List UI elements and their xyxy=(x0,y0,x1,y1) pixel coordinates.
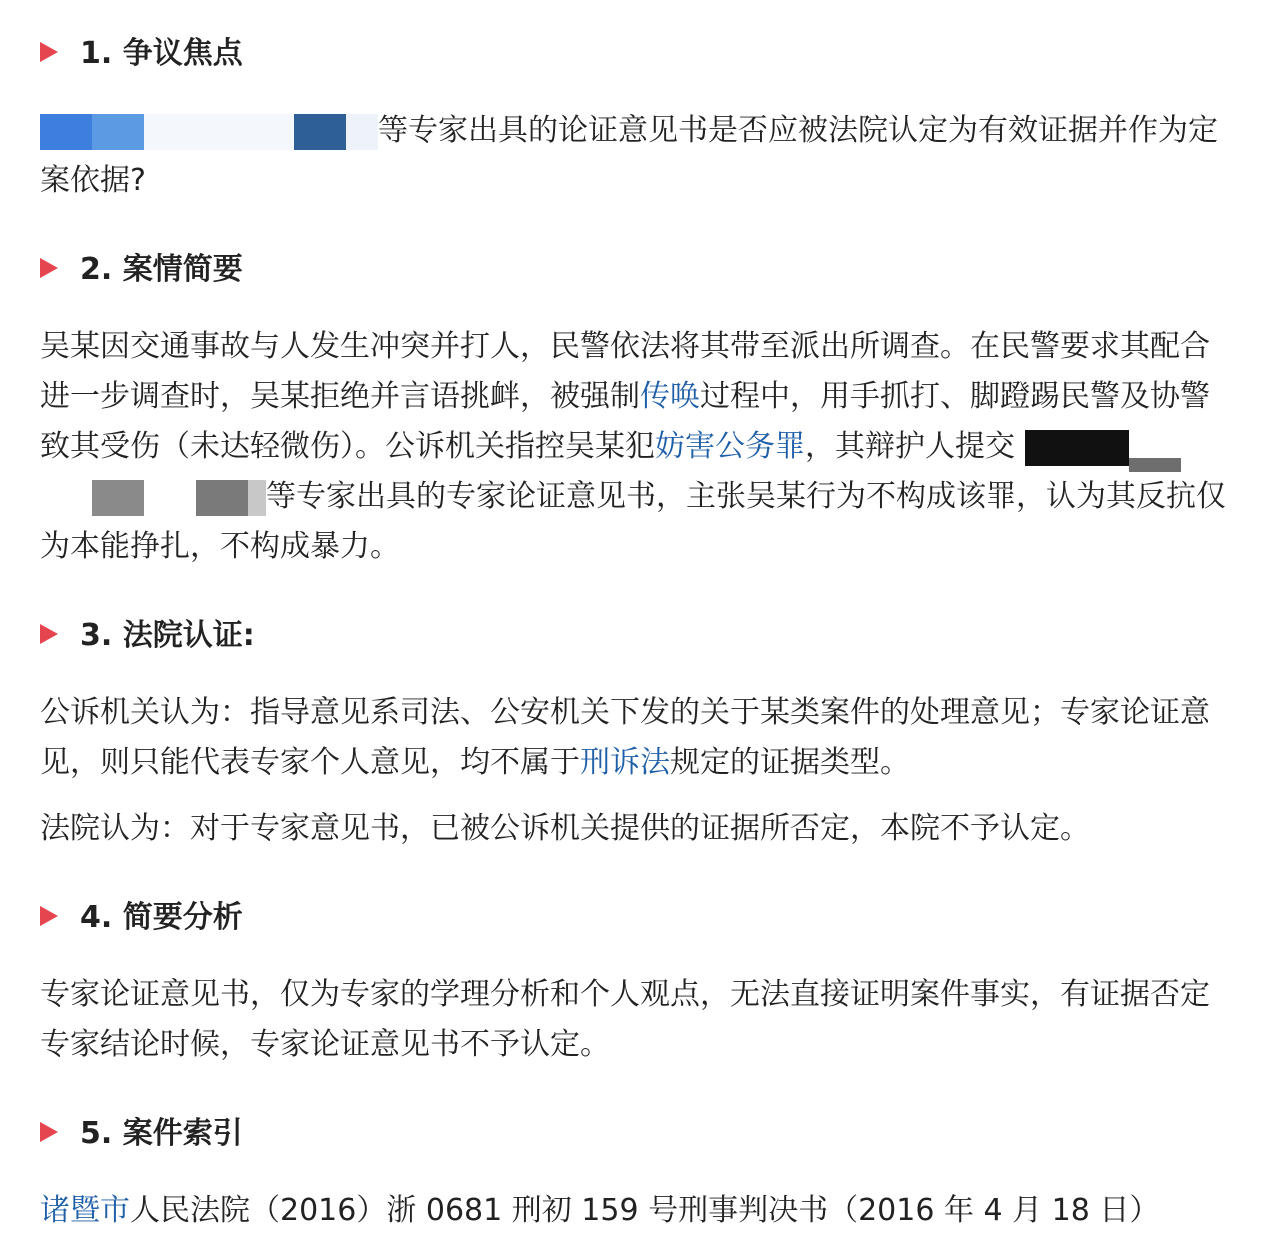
triangle-bullet-icon xyxy=(40,624,58,644)
section-heading-text: 3. 法院认证: xyxy=(80,618,255,653)
case-index-paragraph xyxy=(40,1186,1230,1236)
link-zhuji-city[interactable]: 诸暨市 xyxy=(40,1193,130,1228)
redacted-block xyxy=(1025,430,1129,466)
court-opinion-paragraph xyxy=(40,804,1230,854)
analysis-paragraph xyxy=(40,970,1230,1070)
section-heading-text: 2. 案情简要 xyxy=(80,252,243,287)
prosecution-text-b: 规定的证据类型。 xyxy=(670,745,910,780)
redacted-block xyxy=(92,114,144,150)
section-heading-1 xyxy=(40,30,243,70)
case-text-4: 等专家出具的专家论证意见书，主张吴某行为不构成该罪，认为其反抗仅为本能挣扎，不构成暴力。 xyxy=(40,479,1226,564)
link-fanghai-gongwu-zui[interactable]: 妨害公务罪 xyxy=(655,429,805,464)
focus-text: 等专家出具的论证意见书是否应被法院认定为有效证据并作为定案依据? xyxy=(40,113,1218,198)
redacted-block xyxy=(40,114,92,150)
case-summary-paragraph xyxy=(40,322,1230,572)
redacted-block xyxy=(92,480,144,516)
redacted-block xyxy=(346,114,378,150)
redacted-block xyxy=(294,114,346,150)
triangle-bullet-icon xyxy=(40,906,58,926)
case-text-3: ，其辩护人提交 xyxy=(805,429,1015,464)
section-heading-text: 1. 争议焦点 xyxy=(80,36,243,71)
triangle-bullet-icon xyxy=(40,258,58,278)
redacted-block xyxy=(144,114,294,150)
prosecution-text-a: 公诉机关认为：指导意见系司法、公安机关下发的关于某类案件的处理意见；专家论证意见，则只能代表专家个人意见，均不属于 xyxy=(40,695,1210,780)
section-heading-2 xyxy=(40,246,243,286)
redacted-block xyxy=(40,480,92,516)
link-xingsufa[interactable]: 刑诉法 xyxy=(580,745,670,780)
section-heading-5 xyxy=(40,1110,243,1150)
section-heading-3 xyxy=(40,612,255,652)
triangle-bullet-icon xyxy=(40,42,58,62)
redacted-block xyxy=(1129,458,1181,472)
case-index-text: 人民法院（2016）浙 0681 刑初 159 号刑事判决书（2016 年 4 月 18 日） xyxy=(130,1193,1160,1228)
focus-paragraph xyxy=(40,106,1230,206)
link-chuanhuan[interactable]: 传唤 xyxy=(640,379,700,414)
section-heading-text: 5. 案件索引 xyxy=(80,1116,243,1151)
case-text-1: 吴某因交通事故与人发生冲突并打人，民警依法将其带至派出所调查。在民警要求其配合进一步调查时，吴某拒绝并言语挑衅，被强制 xyxy=(40,329,1210,414)
prosecution-opinion-paragraph xyxy=(40,688,1230,788)
section-heading-4 xyxy=(40,894,243,934)
section-heading-text: 4. 简要分析 xyxy=(80,900,243,935)
court-opinion-text: 法院认为：对于专家意见书，已被公诉机关提供的证据所否定，本院不予认定。 xyxy=(40,811,1090,846)
triangle-bullet-icon xyxy=(40,1122,58,1142)
redacted-block xyxy=(144,480,196,516)
case-text-2: 过程中，用手抓打、脚蹬踢民警及协警致其受伤（未达轻微伤）。公诉机关指控吴某犯 xyxy=(40,379,1210,464)
redacted-block xyxy=(196,480,248,516)
analysis-text: 专家论证意见书，仅为专家的学理分析和个人观点，无法直接证明案件事实，有证据否定专家结论时候，专家论证意见书不予认定。 xyxy=(40,977,1210,1062)
redacted-block xyxy=(248,480,266,516)
